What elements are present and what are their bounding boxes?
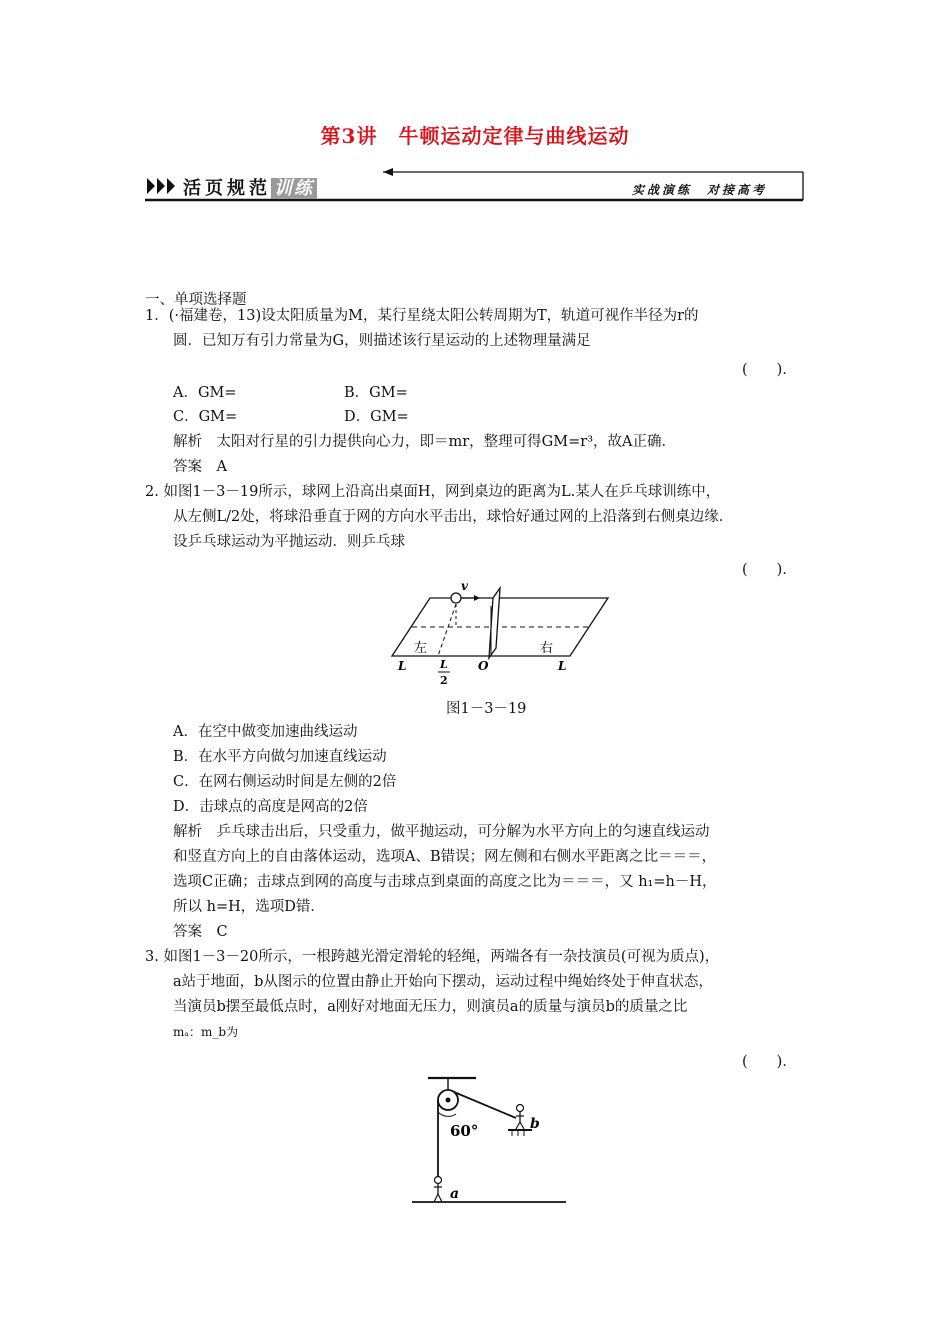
q1-answer: 答案 A	[173, 459, 227, 475]
q3-answer-blank: ( )．	[742, 1054, 797, 1070]
fig1-half-denominator: 2	[440, 674, 448, 687]
q2-answer: 答案 C	[173, 924, 228, 940]
q2-stem-line3: 设乒乓球运动为平抛运动．则乒乓球	[173, 534, 405, 550]
q2-option-b: B．在水平方向做匀加速直线运动	[173, 749, 387, 765]
fig1-left-label: 左	[414, 641, 428, 656]
q2-stem-line2: 从左侧L/2处，将球沿垂直于网的方向水平击出，球恰好通过网的上沿落到右侧桌边缘．	[173, 509, 734, 525]
banner-slogan: 实战演练 对接高考	[631, 183, 767, 197]
fig1-right-label: 右	[540, 641, 554, 656]
q2-option-c: C．在网右侧运动时间是左侧的2倍	[173, 774, 397, 790]
fig1-half-numerator: L	[440, 658, 448, 671]
banner-label-emph: 训练	[271, 178, 317, 199]
q1-option-a: A．GM=	[173, 385, 237, 401]
q1-stem-line2: 圆．已知万有引力常量为G，则描述该行星运动的上述物理量满足	[173, 333, 591, 349]
fig2-b-label: b	[530, 1116, 540, 1132]
banner-label	[183, 174, 317, 200]
q1-option-d: D．GM=	[344, 409, 409, 425]
q3-stem-line4: mₐ：m_b为	[173, 1025, 239, 1039]
fig1-L-right: L	[558, 659, 567, 673]
q2-stem-line1: 2. 如图1－3－19所示，球网上沿高出桌面H，网到桌边的距离为L.某人在乒乓球训练中，	[145, 484, 721, 500]
q2-option-a: A．在空中做变加速曲线运动	[173, 724, 358, 740]
section-banner	[145, 168, 807, 204]
fig2-angle-label: 60°	[450, 1122, 479, 1140]
q3-stem-line3: 当演员b摆至最低点时，a刚好对地面无压力，则演员a的质量与演员b的质量之比	[173, 999, 688, 1015]
q2-option-d: D．击球点的高度是网高的2倍	[173, 799, 368, 815]
fig1-L-left: L	[398, 659, 407, 673]
q3-stem-line1: 3. 如图1－3－20所示，一根跨越光滑定滑轮的轻绳，两端各有一杂技演员(可视为质点)，	[145, 949, 720, 965]
q2-analysis-line1: 解析 乒乓球击出后，只受重力，做平抛运动，可分解为水平方向上的匀速直线运动	[173, 824, 710, 840]
q1-option-b: B．GM=	[344, 385, 408, 401]
q2-analysis-line3: 选项C正确；击球点到网的高度与击球点到桌面的高度之比为＝＝＝，又 h₁=h－H，	[173, 874, 717, 890]
fig2-a-label: a	[450, 1186, 460, 1202]
q3-figure-pulley	[410, 1072, 570, 1208]
fig1-O-label: O	[478, 659, 489, 673]
q1-stem-line1: 1．(·福建卷，13)设太阳质量为M，某行星绕太阳公转周期为T，轨道可视作半径为r的	[145, 308, 699, 324]
q2-answer-blank: ( )．	[742, 562, 797, 578]
page-title: 第3讲 牛顿运动定律与曲线运动	[320, 124, 630, 148]
q1-answer-blank: ( )．	[742, 362, 797, 378]
banner-label-main: 活页规范	[183, 178, 271, 199]
fig1-v-label: v	[461, 579, 468, 593]
q2-figure-table-net	[390, 578, 610, 690]
q2-analysis-line4: 所以 h=H，选项D错．	[173, 899, 325, 915]
q3-stem-line2: a站于地面，b从图示的位置由静止开始向下摆动，运动过程中绳始终处于伸直状态，	[173, 974, 713, 990]
section-heading: 一、单项选择题	[145, 292, 247, 308]
q1-analysis: 解析 太阳对行星的引力提供向心力，即＝mr，整理可得GM=r³，故A正确．	[173, 434, 676, 450]
q2-analysis-line2: 和竖直方向上的自由落体运动，选项A、B错误；网左侧和右侧水平距离之比＝＝＝，	[173, 849, 717, 865]
q2-figure-caption: 图1－3－19	[446, 701, 527, 717]
q1-option-c: C．GM=	[173, 409, 238, 425]
